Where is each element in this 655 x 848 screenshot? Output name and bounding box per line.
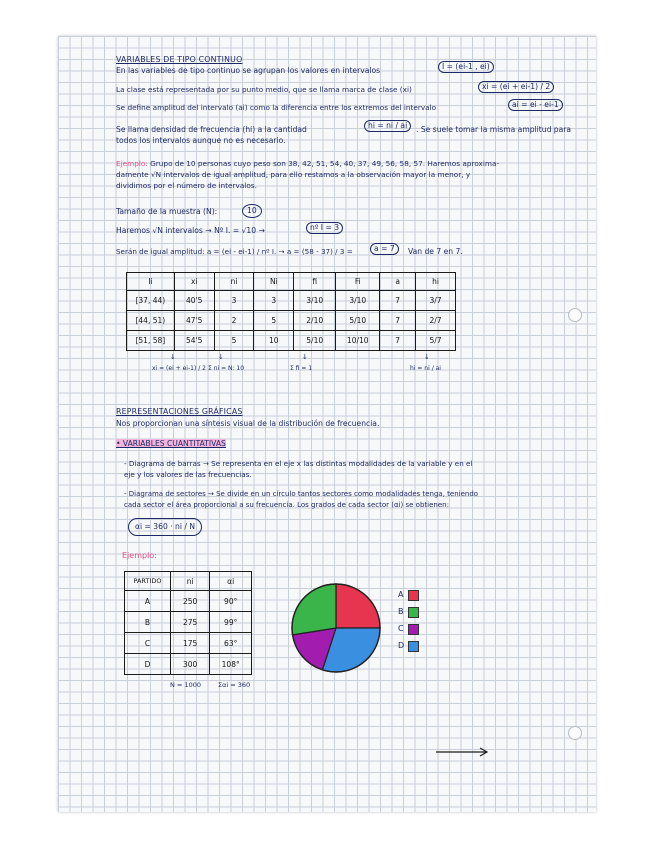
party-table-row xyxy=(125,591,252,612)
legend-swatch xyxy=(408,607,419,618)
table-cell: 5/7 xyxy=(416,331,456,351)
subtitle-quantitative: • VARIABLES CUANTITATIVAS xyxy=(116,439,226,448)
amplitude-def-line: Se define amplitud del intervalo (ai) como la diferencia entre los extremos del intervalo xyxy=(116,103,437,112)
table-cell: 7 xyxy=(380,311,416,331)
density-def-tail: . Se suele tomar la misma amplitud para xyxy=(416,125,572,134)
table-cell: 2/10 xyxy=(294,311,336,331)
party-table-cell: 108° xyxy=(210,654,252,675)
party-table-header-row xyxy=(125,572,252,591)
table-cell: [37, 44) xyxy=(127,291,175,311)
table-cell: 10 xyxy=(254,331,294,351)
table-header-row xyxy=(127,273,456,291)
party-table-cell: B xyxy=(125,612,171,633)
notebook-page xyxy=(58,36,596,812)
party-table-cell: 90° xyxy=(210,591,252,612)
interval-formula: I = (ei-1 , ei) xyxy=(438,61,494,73)
binder-hole xyxy=(568,726,582,740)
legend-label: C xyxy=(398,624,404,633)
note-sum-ni: Σ ni = N: 10 xyxy=(208,365,245,372)
table-cell: [51, 58] xyxy=(127,331,175,351)
party-table-cell: 99° xyxy=(210,612,252,633)
table-cell: 3/7 xyxy=(416,291,456,311)
continuous-def-line: En las variables de tipo continuo se agrupan los valores en intervalos xyxy=(116,66,381,75)
party-table-header: PARTIDO xyxy=(125,572,171,591)
total-alpha: Σαi = 360 xyxy=(218,681,251,689)
section-title-graphs: REPRESENTACIONES GRÁFICAS xyxy=(116,407,243,416)
table-header: a xyxy=(380,273,416,291)
table-row xyxy=(127,311,456,331)
total-n: N = 1000 xyxy=(170,681,201,689)
intervals-line: Haremos √N intervalos → Nº I. = √10 → xyxy=(116,226,265,235)
table-cell: [44, 51) xyxy=(127,311,175,331)
pie-chart xyxy=(288,580,384,676)
table-cell: 3 xyxy=(214,291,254,311)
arrow-down-icon: ↓ xyxy=(302,353,308,361)
table-cell: 54'5 xyxy=(174,331,214,351)
table-cell: 5/10 xyxy=(336,311,380,331)
legend-swatch xyxy=(408,641,419,652)
example2-label: Ejemplo: xyxy=(122,551,157,560)
table-cell: 2 xyxy=(214,311,254,331)
party-table-header: ni xyxy=(170,572,209,591)
note-density: hi = ni / ai xyxy=(410,365,441,372)
note-sum-fi: Σ fi = 1 xyxy=(290,365,313,372)
alpha-formula: αi = 360 · ni / N xyxy=(128,518,202,536)
table-header: Ni xyxy=(254,273,294,291)
amplitude-calc-line: Serán de igual amplitud: a = (ei - ei-1) / nº I. → a = (58 - 37) / 3 = xyxy=(116,247,353,256)
arrow-right-icon xyxy=(434,746,494,758)
amplitude-tail: Van de 7 en 7. xyxy=(408,247,463,256)
table-cell: 40'5 xyxy=(174,291,214,311)
table-header: Fi xyxy=(336,273,380,291)
table-cell: 10/10 xyxy=(336,331,380,351)
table-cell: 3/10 xyxy=(336,291,380,311)
party-table-cell: C xyxy=(125,633,171,654)
party-table xyxy=(124,571,252,675)
party-table-cell: A xyxy=(125,591,171,612)
party-table-row xyxy=(125,654,252,675)
party-table-cell: 175 xyxy=(170,633,209,654)
party-table-cell: 275 xyxy=(170,612,209,633)
example1-text-3: dividimos por el número de intervalos. xyxy=(116,181,257,190)
sample-size-value: 10 xyxy=(242,204,262,218)
graphs-intro: Nos proporcionan una síntesis visual de la distribución de frecuencia. xyxy=(116,419,380,428)
legend-swatch xyxy=(408,624,419,635)
party-table-header: αi xyxy=(210,572,252,591)
legend-label: D xyxy=(398,641,405,650)
sector-diagram-line-1: - Diagrama de sectores → Se divide en un círculo tantos sectores como modalidades tenga, teniendo xyxy=(124,490,479,498)
table-cell: 5 xyxy=(254,311,294,331)
amplitude-result: a = 7 xyxy=(370,243,399,255)
legend-swatch xyxy=(408,590,419,601)
table-row xyxy=(127,331,456,351)
table-cell: 47'5 xyxy=(174,311,214,331)
pie-legend xyxy=(398,590,458,670)
arrow-down-icon: ↓ xyxy=(424,353,430,361)
bar-diagram-line-2: eje y los valores de las frecuencias. xyxy=(124,470,252,479)
legend-label: A xyxy=(398,590,404,599)
party-table-cell: D xyxy=(125,654,171,675)
sample-size-label: Tamaño de la muestra (N): xyxy=(116,207,218,216)
note-class-mark: xi = (ei + ei-1) / 2 xyxy=(152,365,206,372)
class-mark-def-line: La clase está representada por su punto medio, que se llama marca de clase (xi) xyxy=(116,85,412,94)
party-table-cell: 250 xyxy=(170,591,209,612)
num-intervals-result: nº I = 3 xyxy=(306,222,343,234)
density-formula: hi = ni / ai xyxy=(364,120,411,132)
density-def-line-2: todos los intervalos aunque no es necesario. xyxy=(116,136,286,145)
pie-slice-b xyxy=(292,584,336,635)
class-mark-formula: xi = (ei + ei-1) / 2 xyxy=(478,81,554,93)
table-cell: 7 xyxy=(380,291,416,311)
bar-diagram-line-1: - Diagrama de barras → Se representa en el eje x las distintas modalidades de la variable y en el xyxy=(124,459,473,468)
table-cell: 7 xyxy=(380,331,416,351)
example1-text-1: Ejemplo: Grupo de 10 personas cuyo peso son 38, 42, 51, 54, 40, 37, 49, 56, 58, 57. Haremos aproxima- xyxy=(116,159,500,168)
sector-diagram-line-2: cada sector el área proporcional a su frecuencia. Los grados de cada sector (αi) se obtienen: xyxy=(124,501,449,509)
example1-text-2: damente √N intervalos de igual amplitud, para ello restamos a la observación mayor la menor, y xyxy=(116,170,471,179)
density-def-line: Se llama densidad de frecuencia (hi) a la cantidad xyxy=(116,125,307,134)
arrow-down-icon: ↓ xyxy=(170,353,176,361)
frequency-table xyxy=(126,272,456,351)
party-table-cell: 300 xyxy=(170,654,209,675)
table-row xyxy=(127,291,456,311)
section-title-continuous: VARIABLES DE TIPO CONTINUO xyxy=(116,55,243,64)
table-cell: 3/10 xyxy=(294,291,336,311)
table-cell: 5 xyxy=(214,331,254,351)
table-header: hi xyxy=(416,273,456,291)
arrow-down-icon: ↓ xyxy=(218,353,224,361)
amplitude-formula: ai = ei - ei-1 xyxy=(508,99,563,111)
table-cell: 5/10 xyxy=(294,331,336,351)
table-cell: 2/7 xyxy=(416,311,456,331)
table-header: fi xyxy=(294,273,336,291)
table-header: xi xyxy=(174,273,214,291)
party-table-row xyxy=(125,612,252,633)
party-table-cell: 63° xyxy=(210,633,252,654)
legend-label: B xyxy=(398,607,404,616)
party-table-row xyxy=(125,633,252,654)
table-cell: 3 xyxy=(254,291,294,311)
table-header: Ii xyxy=(127,273,175,291)
table-header: ni xyxy=(214,273,254,291)
binder-hole xyxy=(568,308,582,322)
